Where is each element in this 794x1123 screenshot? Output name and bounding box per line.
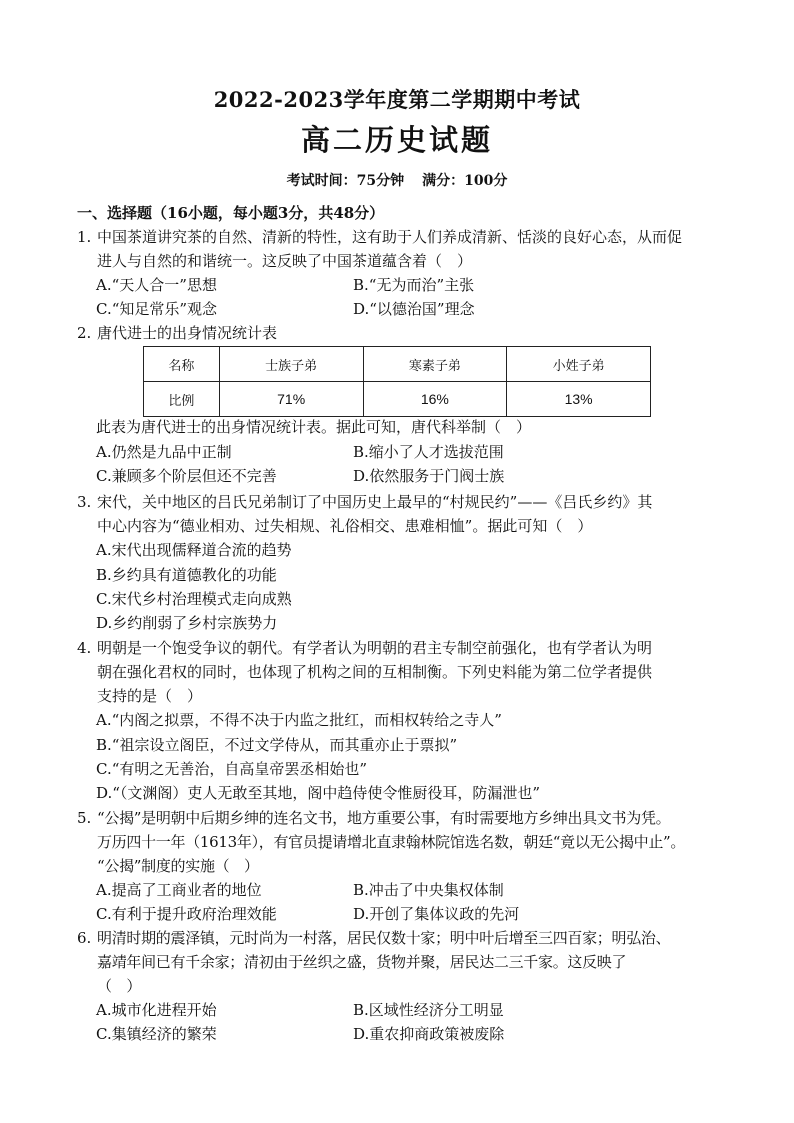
option-c: C.兼顾多个阶层但还不完善 — [96, 467, 277, 485]
statistics-table — [143, 346, 651, 417]
question-text-line: 明清时期的震泽镇，元时尚为一村落，居民仅数十家；明中叶后增至三四百家；明弘治、 — [97, 929, 671, 947]
question-text-line: 唐代进士的出身情况统计表 — [97, 324, 278, 342]
option-b: B.“祖宗设立阁臣，不过文学侍从，而其重亦止于票拟” — [96, 736, 458, 754]
question-text-line: 嘉靖年间已有千余家；清初由于丝织之盛，货物并聚，居民达二三千家。这反映了 — [97, 953, 627, 971]
table-cell: 16% — [363, 382, 507, 417]
question-number: 5. — [77, 809, 92, 827]
question-number: 1. — [77, 228, 92, 246]
option-a: A.“天人合一”思想 — [96, 276, 217, 294]
table-header-row — [144, 347, 651, 382]
option-d: D.开创了集体议政的先河 — [353, 905, 520, 923]
option-a: A.城市化进程开始 — [96, 1001, 217, 1019]
option-c: C.宋代乡村治理模式走向成熟 — [96, 590, 292, 608]
subject-title: 高二历史试题 — [300, 123, 493, 157]
option-d: D.“以德治国”理念 — [353, 300, 475, 318]
table-cell: 比例 — [144, 382, 220, 417]
table-header-cell: 寒素子弟 — [363, 347, 507, 382]
option-a: A.仍然是九品中正制 — [96, 443, 232, 461]
table-row — [144, 382, 651, 417]
question-number: 4. — [77, 639, 92, 657]
section-heading: 一、选择题（16小题，每小题3分，共48分） — [77, 204, 385, 222]
question-3-stem — [77, 490, 757, 538]
question-4-stem — [77, 636, 757, 708]
option-b: B.缩小了人才选拔范围 — [353, 443, 504, 461]
question-1-stem — [77, 225, 757, 273]
question-text-line: “公揭”是明朝中后期乡绅的连名文书，地方重要公事，有时需要地方乡绅出具文书为凭。 — [97, 809, 671, 827]
option-b: B.“无为而治”主张 — [353, 276, 475, 294]
question-number: 2. — [77, 324, 92, 342]
exam-info — [0, 170, 794, 190]
question-text-line: 朝在强化君权的同时，也体现了机构之间的互相制衡。下列史料能为第二位学者提供 — [97, 663, 653, 681]
question-2-stem — [77, 321, 757, 345]
question-6-stem — [77, 926, 777, 998]
question-text-line: （ ） — [97, 977, 142, 995]
option-c: C.集镇经济的繁荣 — [96, 1025, 217, 1043]
table-cell: 71% — [219, 382, 363, 417]
option-d: D.“（文渊阁）吏人无敢至其地，阁中趋侍使令惟厨役耳，防漏泄也” — [96, 784, 541, 802]
table-header-cell: 名称 — [144, 347, 220, 382]
question-text-line: 中国茶道讲究茶的自然、清新的特性，这有助于人们养成清新、恬淡的良好心态，从而促 — [97, 228, 683, 246]
table-cell: 13% — [507, 382, 651, 417]
question-number: 6. — [77, 929, 92, 947]
option-d: D.依然服务于门阀士族 — [353, 467, 505, 485]
option-c: C.有利于提升政府治理效能 — [96, 905, 277, 923]
table-header-cell: 小姓子弟 — [507, 347, 651, 382]
option-b: B.冲击了中央集权体制 — [353, 881, 504, 899]
option-a: A.宋代出现儒释道合流的趋势 — [96, 541, 292, 559]
exam-title: 2022-2023学年度第二学期期中考试 — [213, 87, 581, 112]
option-c: C.“知足常乐”观念 — [96, 300, 218, 318]
question-text-line: 进人与自然的和谐统一。这反映了中国茶道蕴含着（ ） — [97, 252, 473, 270]
option-b: B.乡约具有道德教化的功能 — [96, 566, 277, 584]
question-5-stem — [77, 806, 777, 878]
option-c: C.“有明之无善治，自高皇帝罢丞相始也” — [96, 760, 368, 778]
question-number: 3. — [77, 493, 92, 511]
exam-time: 考试时间：75分钟 — [286, 173, 405, 189]
full-score: 满分：100分 — [422, 173, 508, 189]
question-text-line: 万历四十一年（1613年），有官员提请增北直隶翰林院馆选名数，朝廷“竟以无公揭中止”。 — [97, 833, 686, 851]
option-d: D.乡约削弱了乡村宗族势力 — [96, 614, 278, 632]
option-b: B.区域性经济分工明显 — [353, 1001, 504, 1019]
option-a: A.提高了工商业者的地位 — [96, 881, 262, 899]
question-text-line: 支持的是（ ） — [97, 687, 203, 705]
question-text-line: 宋代，关中地区的吕氏兄弟制订了中国历史上最早的“村规民约”——《吕氏乡约》其 — [97, 493, 653, 511]
question-text-line: 中心内容为“德业相劝、过失相规、礼俗相交、患难相恤”。据此可知（ ） — [97, 517, 593, 535]
question-text-line: “公揭”制度的实施（ ） — [97, 857, 259, 875]
option-a: A.“内阁之拟票，不得不决于内监之批红，而相权转给之寺人” — [96, 711, 502, 729]
option-d: D.重农抑商政策被废除 — [353, 1025, 505, 1043]
table-header-cell: 士族子弟 — [219, 347, 363, 382]
question-text-line: 此表为唐代进士的出身情况统计表。据此可知，唐代科举制（ ） — [96, 418, 532, 436]
question-text-line: 明朝是一个饱受争议的朝代。有学者认为明朝的君主专制空前强化，也有学者认为明 — [97, 639, 653, 657]
